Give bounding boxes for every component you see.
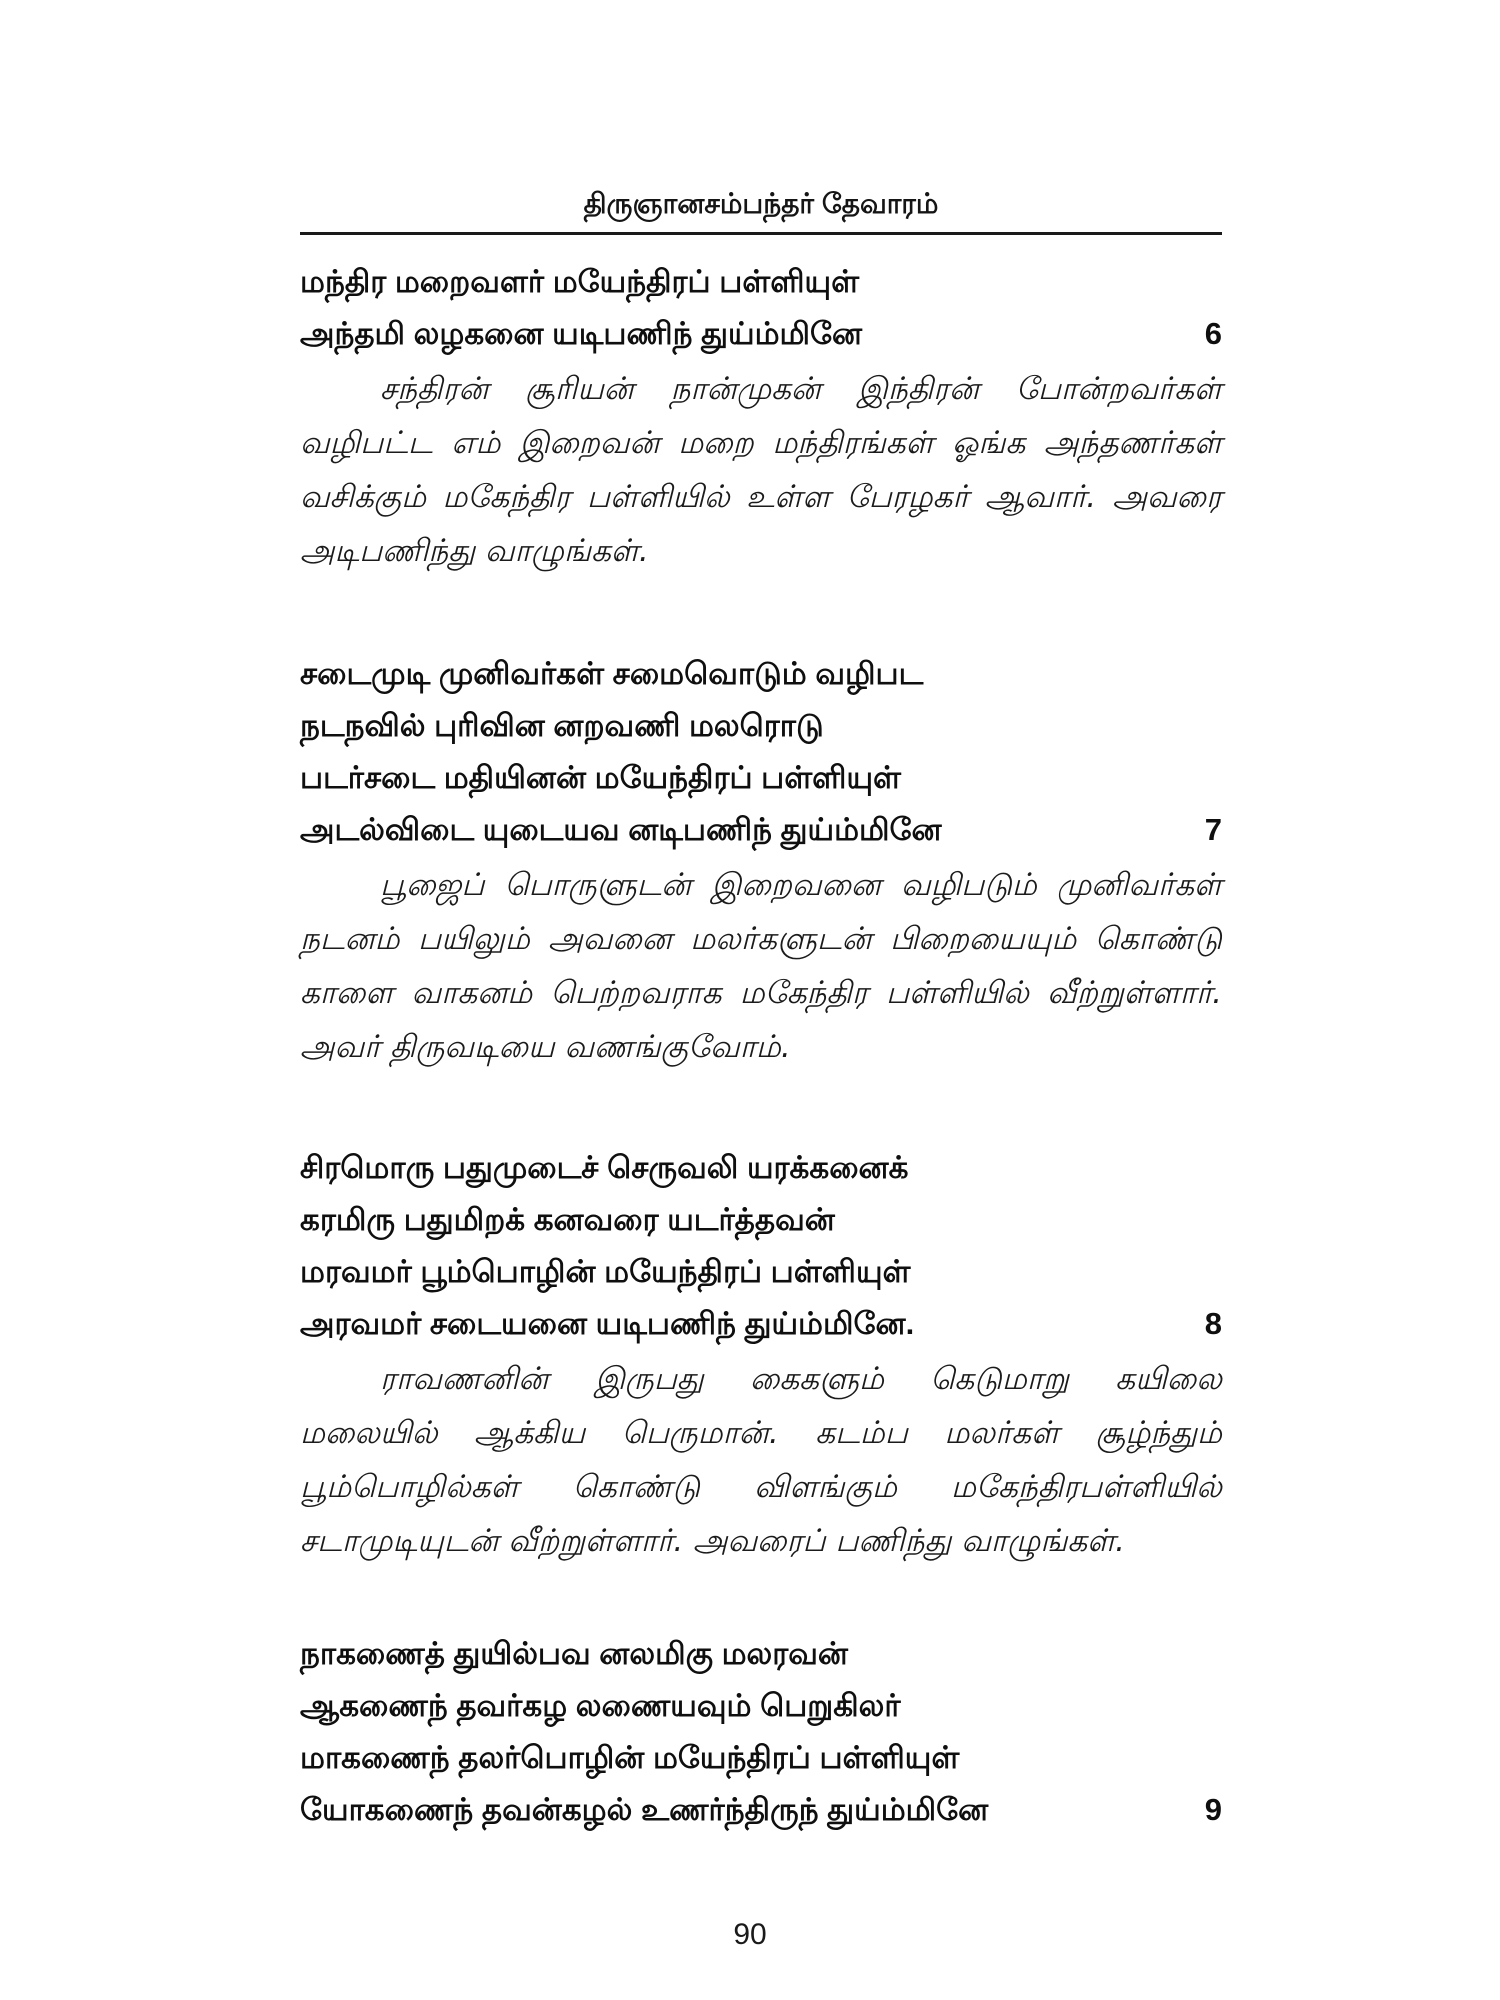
section-9 xyxy=(300,1628,1222,1836)
verse-meaning: பூஜைப் பொருளுடன் இறைவனை வழிபடும் முனிவர்கள் நடனம் பயிலும் அவனை மலர்களுடன் பிறையையும் கொண்டு காளை வாகனம் பெற்றவராக மகேந்திர பள்ளியில் வீற்றுள்ளார். அவர் திருவடியை வணங்குவோம். xyxy=(300,867,1222,1065)
page-number: 90 xyxy=(733,1918,767,1951)
verse-number: 9 xyxy=(1204,1792,1222,1827)
verse-line: நடநவில் புரிவின னறவணி மலரொடு xyxy=(300,708,824,743)
section-8 xyxy=(300,1142,1222,1568)
verse-line: அடல்விடை யுடையவ னடிபணிந் துய்ம்மினே 7 xyxy=(300,804,1222,856)
verse-line: மாகணைந் தலர்பொழின் மயேந்திரப் பள்ளியுள் xyxy=(300,1740,960,1775)
verse-line: ஆகணைந் தவர்கழ லணையவும் பெறுகிலர் xyxy=(300,1688,901,1723)
verse-line: மந்திர மறைவளர் மயேந்திரப் பள்ளியுள் xyxy=(300,264,860,299)
verse-line: சிரமொரு பதுமுடைச் செருவலி யரக்கனைக் xyxy=(300,1150,909,1185)
verse-line: யோகணைந் தவன்கழல் உணர்ந்திருந் துய்ம்மினே 9 xyxy=(300,1784,1222,1836)
verse-line: படர்சடை மதியினன் மயேந்திரப் பள்ளியுள் xyxy=(300,760,902,795)
verse-line: கரமிரு பதுமிறக் கனவரை யடர்த்தவன் xyxy=(300,1202,835,1237)
verse-line: நாகணைத் துயில்பவ னலமிகு மலரவன் xyxy=(300,1636,848,1671)
verse-meaning: சந்திரன் சூரியன் நான்முகன் இந்திரன் போன்றவர்கள் வழிபட்ட எம் இறைவன் மறை மந்திரங்கள் ஓங்க அந்தணர்கள் வசிக்கும் மகேந்திர பள்ளியில் உள்ள பேரழகர் ஆவார். அவரை அடிபணிந்து வாழுங்கள். xyxy=(300,371,1222,569)
section-7 xyxy=(300,648,1222,1074)
verse-line: மரவமர் பூம்பொழின் மயேந்திரப் பள்ளியுள் xyxy=(300,1254,911,1289)
section-6 xyxy=(300,256,1222,578)
running-title: திருஞானசம்பந்தர் தேவாரம் xyxy=(583,188,939,219)
verse-number: 7 xyxy=(1204,812,1222,847)
verse-line: சடைமுடி முனிவர்கள் சமைவொடும் வழிபட xyxy=(300,656,924,691)
verse-number: 8 xyxy=(1204,1306,1222,1341)
verse-line: அரவமர் சடையனை யடிபணிந் துய்ம்மினே. 8 xyxy=(300,1298,1222,1350)
verse-line: அந்தமி லழகனை யடிபணிந் துய்ம்மினே 6 xyxy=(300,308,1222,360)
header-rule xyxy=(300,232,1222,235)
verse-meaning: ராவணனின் இருபது கைகளும் கெடுமாறு கயிலை மலையில் ஆக்கிய பெருமான். கடம்ப மலர்கள் சூழ்ந்தும் பூம்பொழில்கள் கொண்டு விளங்கும் மகேந்திரபள்ளியில் சடாமுடியுடன் வீற்றுள்ளார். அவரைப் பணிந்து வாழுங்கள். xyxy=(300,1361,1222,1559)
verse-number: 6 xyxy=(1204,316,1222,351)
